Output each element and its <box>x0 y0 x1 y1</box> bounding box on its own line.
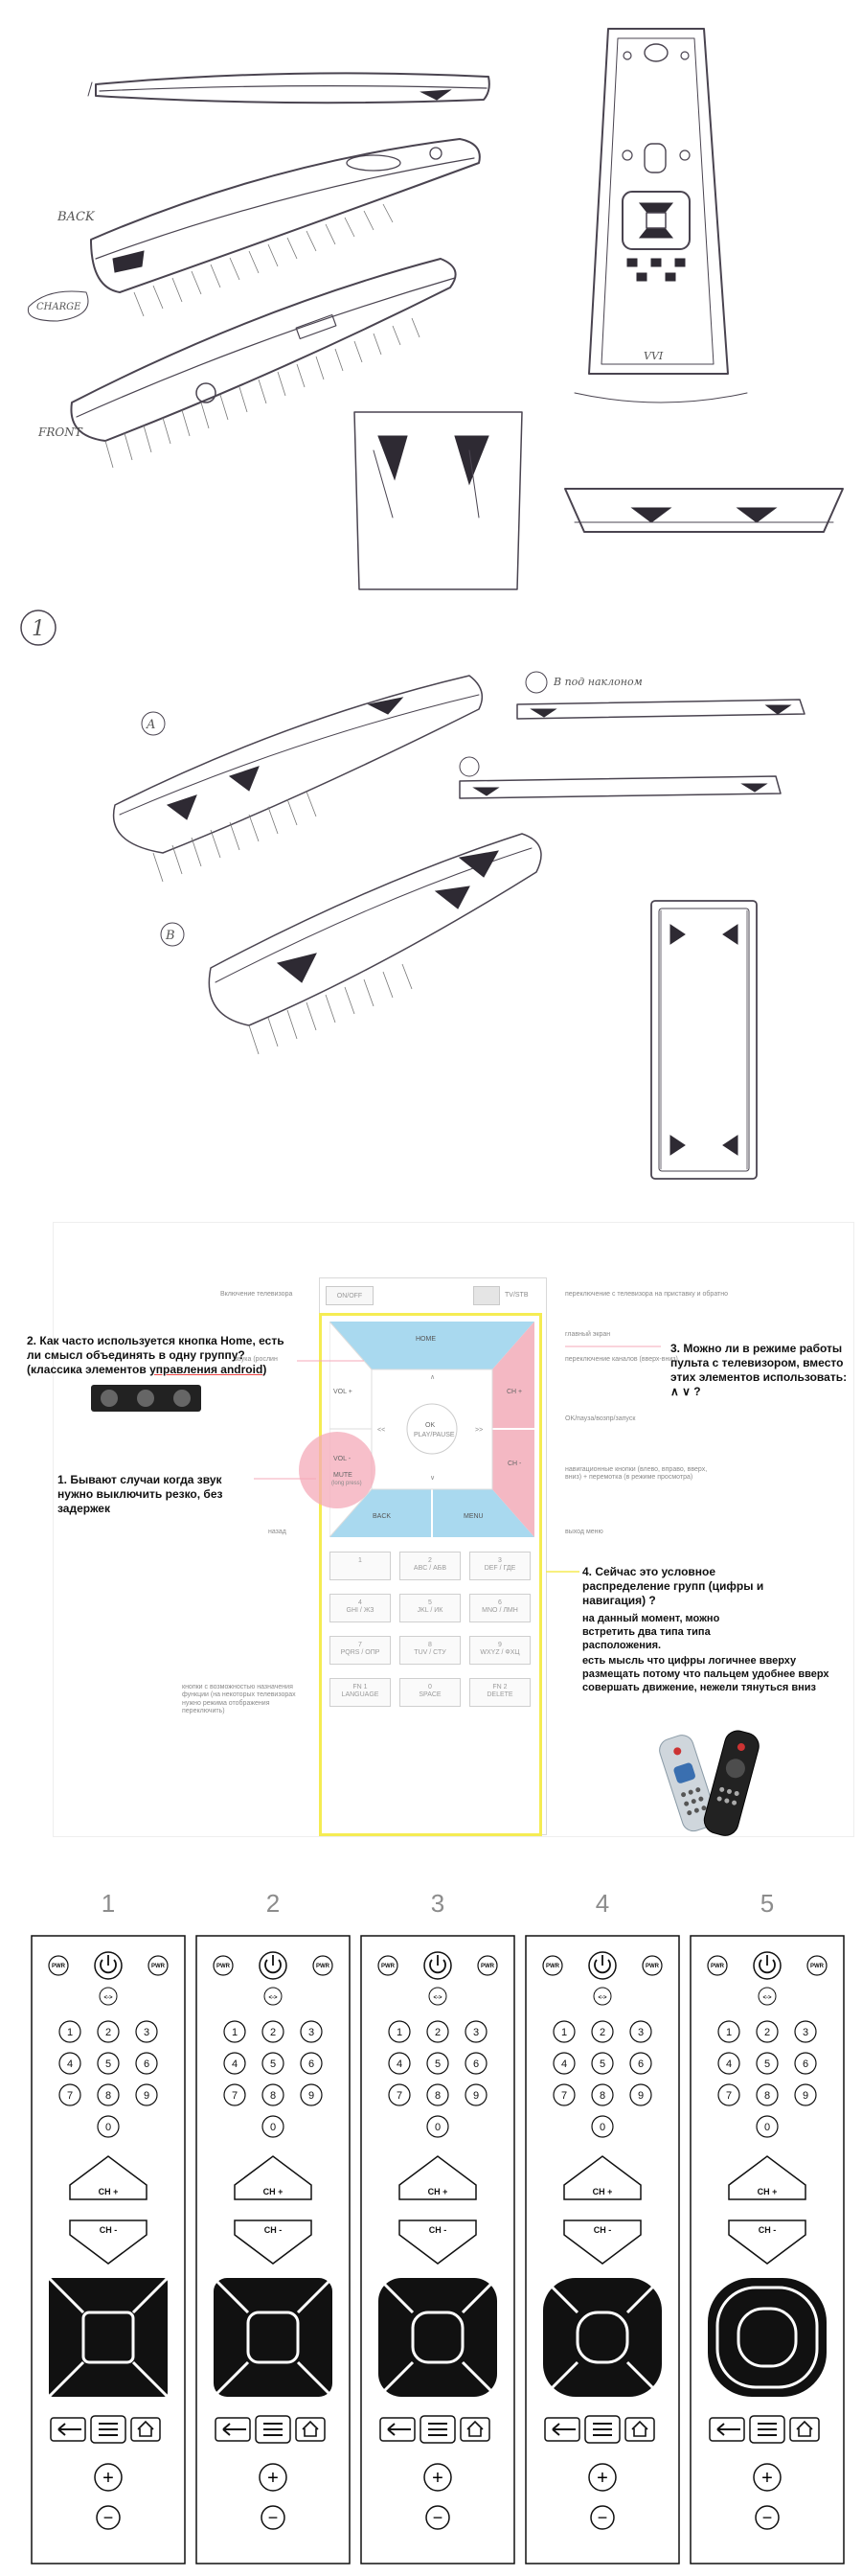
remote-front-end-sketch <box>565 489 843 532</box>
volume-plus-label: + <box>432 2468 443 2489</box>
digit-key-label[interactable]: 9 <box>637 2090 645 2102</box>
keypad-key-number: 8 <box>428 1642 432 1648</box>
digit-key-label[interactable]: 0 <box>434 2122 442 2133</box>
left-top-label: PWR <box>546 1964 559 1969</box>
digit-key-label[interactable]: 3 <box>802 2027 809 2038</box>
digit-key-label[interactable]: 5 <box>104 2058 112 2070</box>
variant-number: 5 <box>760 1889 775 1918</box>
digit-key-label[interactable]: 5 <box>763 2058 771 2070</box>
digit-key-label[interactable]: 8 <box>434 2090 442 2102</box>
digit-key-label[interactable]: 0 <box>599 2122 606 2133</box>
sketch-label-back: BACK <box>57 210 95 224</box>
remote-variant-4 <box>526 1889 679 2564</box>
keypad-key-letters: TUV / СТУ <box>414 1649 446 1657</box>
swap-label: <-> <box>598 1995 607 2001</box>
keypad-key-letters: LANGUAGE <box>341 1691 379 1699</box>
nav-left-button[interactable]: << <box>377 1427 386 1434</box>
volume-plus-label: + <box>102 2468 114 2489</box>
question-2-text: 2. Как часто используется кнопка Home, есть ли смысл объединять в одну группу? (классика элементов <box>27 1334 284 1376</box>
remote-side-view-sketch <box>88 73 489 103</box>
volume-minus-label: − <box>267 2508 279 2527</box>
sketch-label-front: FRONT <box>38 426 82 439</box>
variant-b-perspective-sketch <box>161 834 541 1054</box>
digit-key-label[interactable]: 3 <box>143 2027 150 2038</box>
remote-variants-drawing <box>0 1874 862 2576</box>
mute-sub-label: (long press) <box>331 1481 362 1486</box>
keypad-key-letters: PQRS / ОПР <box>340 1649 380 1657</box>
ch-minus-label: CH - <box>99 2225 118 2235</box>
keypad-key-number: 5 <box>428 1599 432 1606</box>
ch-plus-label: CH + <box>427 2187 448 2196</box>
digit-key-label[interactable]: 8 <box>763 2090 771 2102</box>
digit-key-label[interactable]: 9 <box>307 2090 315 2102</box>
digit-key-label[interactable]: 2 <box>104 2027 112 2038</box>
label-nav-buttons: навигационные кнопки (влево, вправо, вверх, вниз) + перемотка (в режиме просмотра) <box>565 1466 708 1482</box>
sketch-drawing-top <box>0 0 862 613</box>
ch-minus-button[interactable]: CH - <box>508 1460 522 1467</box>
variant-a-perspective-sketch <box>114 676 483 882</box>
volume-plus-label: + <box>761 2468 773 2489</box>
vol-minus-button[interactable]: VOL - <box>333 1456 352 1462</box>
volume-minus-label: − <box>432 2508 443 2527</box>
digit-key-label[interactable]: 7 <box>396 2090 403 2102</box>
digit-key-label[interactable]: 1 <box>231 2027 238 2038</box>
digit-key-label[interactable]: 7 <box>231 2090 238 2102</box>
variant-number: 3 <box>430 1889 445 1918</box>
left-top-label: PWR <box>52 1964 65 1969</box>
digit-key-label[interactable]: 0 <box>763 2122 771 2133</box>
keypad-key-letters: GHI / ЖЗ <box>346 1607 374 1615</box>
variant-a-label: A <box>147 718 156 732</box>
right-top-label: PWR <box>151 1964 165 1969</box>
variant-a-side-sketch <box>460 757 781 798</box>
right-top-label: PWR <box>646 1964 659 1969</box>
keypad-key-number: FN 2 <box>492 1684 508 1690</box>
volume-minus-label: − <box>761 2508 773 2527</box>
label-volume-note: звука (рослин <box>235 1356 278 1363</box>
black-remote <box>701 1728 761 1839</box>
nav-down-button[interactable]: ∨ <box>430 1475 436 1482</box>
swap-label: <-> <box>433 1995 442 2001</box>
tvstb-label: TV/STB <box>505 1292 529 1299</box>
ch-minus-label: CH - <box>758 2225 777 2235</box>
keypad-key-number: 1 <box>358 1557 362 1564</box>
keypad-key-number: 7 <box>358 1642 362 1648</box>
digit-key-label[interactable]: 1 <box>396 2027 403 2038</box>
remote-variants-section <box>0 1874 862 2576</box>
home-button[interactable]: HOME <box>416 1336 436 1343</box>
digit-key-label[interactable]: 3 <box>637 2027 645 2038</box>
sketch-sheet-variants <box>0 604 862 1188</box>
variant-number: 4 <box>595 1889 610 1918</box>
keypad-key-number: 9 <box>498 1642 502 1648</box>
digit-key-label[interactable]: 5 <box>269 2058 277 2070</box>
remote-variant-3 <box>361 1889 514 2564</box>
label-switch-tv-stb: переключение с телевизора на приставку и обратно <box>565 1291 729 1298</box>
volume-plus-label: + <box>597 2468 608 2489</box>
volume-minus-label: − <box>102 2508 114 2527</box>
onoff-button[interactable]: ON/OFF <box>326 1286 374 1305</box>
digit-key-label[interactable]: 9 <box>472 2090 480 2102</box>
vol-plus-button[interactable]: VOL + <box>333 1389 352 1395</box>
sketch-sheet-top <box>0 0 862 613</box>
digit-key-label[interactable]: 9 <box>802 2090 809 2102</box>
section-number: 1 <box>32 617 45 641</box>
ok-button[interactable]: OK <box>425 1422 436 1429</box>
right-top-label: PWR <box>481 1964 494 1969</box>
digit-key-label[interactable]: 6 <box>472 2058 480 2070</box>
variant-b-side-sketch <box>517 672 805 719</box>
ch-plus-label: CH + <box>262 2187 284 2196</box>
ch-minus-label: CH - <box>428 2225 447 2235</box>
digit-key-label[interactable]: 0 <box>269 2122 277 2133</box>
ch-plus-label: CH + <box>592 2187 613 2196</box>
swap-label: <-> <box>268 1995 278 2001</box>
left-top-label: PWR <box>216 1964 230 1969</box>
keypad-key-letters: WXYZ / ФХЦ <box>480 1649 520 1657</box>
ch-plus-label: CH + <box>757 2187 778 2196</box>
question-3-text: 3. Можно ли в режиме работы пульта с телевизором, вместо этих элементов использовать: <box>670 1342 848 1384</box>
digit-key-label[interactable]: 5 <box>434 2058 442 2070</box>
section-number-badge <box>21 610 56 645</box>
label-num-hint: кнопки с возможностью назначения функции (на некоторых телевизорах нужно режима отображения переключить) <box>182 1684 296 1715</box>
ch-minus-label: CH - <box>263 2225 283 2235</box>
keypad-key-letters: ABC / АБВ <box>413 1565 447 1573</box>
digit-key-label[interactable]: 8 <box>269 2090 277 2102</box>
ok-button[interactable] <box>578 2312 627 2362</box>
label-main-screen: главный экран <box>565 1331 611 1338</box>
label-power-on: Включение телевизора <box>220 1291 293 1298</box>
variant-number: 2 <box>265 1889 281 1918</box>
digit-key-label[interactable]: 6 <box>637 2058 645 2070</box>
variant-b-label: B <box>166 929 175 943</box>
wireframe-annotation-section <box>0 1212 862 1845</box>
remote-top-view-sketch <box>575 29 747 402</box>
volume-plus-label: + <box>267 2468 279 2489</box>
back-button[interactable]: BACK <box>373 1513 392 1520</box>
variant-b-note: B под наклоном <box>554 676 643 688</box>
digit-key-label[interactable]: 3 <box>307 2027 315 2038</box>
question-3-symbols: ∧ ∨ ? <box>670 1385 701 1398</box>
keypad-key-letters: MNO / ЛМН <box>482 1607 518 1615</box>
keypad-key-letters: DELETE <box>487 1691 513 1699</box>
mute-button[interactable]: MUTE <box>333 1472 352 1479</box>
label-channel-switch: переключение каналов (вверх-вниз) <box>565 1356 678 1363</box>
digit-key-label[interactable]: 9 <box>143 2090 150 2102</box>
digit-key-label[interactable]: 4 <box>66 2058 74 2070</box>
swap-label: <-> <box>762 1995 772 2001</box>
digit-key-label[interactable]: 3 <box>472 2027 480 2038</box>
digit-key-label[interactable]: 8 <box>599 2090 606 2102</box>
ch-plus-label: CH + <box>98 2187 119 2196</box>
digit-key-label[interactable]: 7 <box>560 2090 568 2102</box>
digit-key-label[interactable]: 7 <box>66 2090 74 2102</box>
swap-label: <-> <box>103 1995 113 2001</box>
menu-button[interactable]: MENU <box>464 1513 484 1520</box>
question-2-end: ) <box>262 1363 267 1376</box>
question-4: 4. Сейчас это условное распределение групп (цифры и навигация) ? <box>582 1565 764 1607</box>
digit-key-label[interactable]: 7 <box>725 2090 733 2102</box>
remote-variant-5 <box>691 1889 844 2564</box>
digit-key-label[interactable]: 2 <box>269 2027 277 2038</box>
ok-button[interactable] <box>738 2309 796 2366</box>
left-top-label: PWR <box>381 1964 395 1969</box>
keypad-key-letters: DEF / ГДЕ <box>484 1565 516 1573</box>
digit-key-label[interactable]: 6 <box>143 2058 150 2070</box>
digit-key-label[interactable]: 2 <box>599 2027 606 2038</box>
digit-key-label[interactable]: 2 <box>763 2027 771 2038</box>
ok-sub-label: PLAY/PAUSE <box>414 1432 455 1438</box>
digit-key-label[interactable]: 2 <box>434 2027 442 2038</box>
keypad-key-number: 6 <box>498 1599 502 1606</box>
digit-key-label[interactable]: 5 <box>599 2058 606 2070</box>
ch-minus-label: CH - <box>593 2225 612 2235</box>
remote-end-view-sketch <box>354 412 522 589</box>
remote-back-perspective-sketch <box>28 139 479 321</box>
digit-key-label[interactable]: 1 <box>725 2027 733 2038</box>
keypad-key-number: 4 <box>358 1599 362 1606</box>
question-2-highlight: управления android <box>149 1363 263 1376</box>
digit-key-label[interactable]: 1 <box>560 2027 568 2038</box>
keypad-key-number: 2 <box>428 1557 432 1564</box>
label-ok-pause: OK/пауза/возпр/запуск <box>565 1415 636 1422</box>
ok-button[interactable] <box>248 2312 298 2362</box>
digit-key-label[interactable]: 0 <box>104 2122 112 2133</box>
sketch-wordmark: VVI <box>644 350 664 362</box>
digit-key-label[interactable]: 6 <box>307 2058 315 2070</box>
remote-variant-2 <box>196 1889 350 2564</box>
question-4-para-1: на данный момент, можно встретить два типа типа расположения. <box>582 1613 720 1651</box>
keypad-key-number: 0 <box>428 1684 432 1690</box>
nav-right-button[interactable]: >> <box>475 1427 484 1434</box>
digit-key-label[interactable]: 1 <box>66 2027 74 2038</box>
nav-up-button[interactable]: ∧ <box>430 1374 436 1381</box>
sketch-drawing-variants <box>0 604 862 1188</box>
question-4-para-2: есть мысль что цифры логичнее вверху размещать потому что пальцем удобнее вверх совершать движение, нежели тянуться вниз <box>582 1655 829 1693</box>
right-top-label: PWR <box>316 1964 329 1969</box>
keypad-key-letters: JKL / ИК <box>417 1607 443 1615</box>
ok-button[interactable] <box>83 2312 133 2362</box>
digit-key-label[interactable]: 4 <box>560 2058 568 2070</box>
variant-number: 1 <box>101 1889 116 1918</box>
sketch-label-charge: CHARGE <box>36 302 81 312</box>
keypad-key-letters: SPACE <box>419 1691 442 1699</box>
remote-variant-1 <box>32 1889 185 2564</box>
right-top-label: PWR <box>810 1964 824 1969</box>
variant-top-view-sketch <box>651 901 757 1179</box>
digit-key-label[interactable]: 4 <box>396 2058 403 2070</box>
digit-key-label[interactable]: 8 <box>104 2090 112 2102</box>
question-1: 1. Бывают случаи когда звук нужно выключить резко, без задержек <box>57 1473 223 1515</box>
volume-minus-label: − <box>597 2508 608 2527</box>
label-back: назад <box>268 1529 286 1535</box>
digit-key-label[interactable]: 6 <box>802 2058 809 2070</box>
keypad-key-number: 3 <box>498 1557 502 1564</box>
digit-key-label[interactable]: 4 <box>725 2058 733 2070</box>
left-top-label: PWR <box>711 1964 724 1969</box>
ch-plus-button[interactable]: CH + <box>507 1389 523 1395</box>
keypad-key-number: FN 1 <box>352 1684 368 1690</box>
digit-key-label[interactable]: 4 <box>231 2058 238 2070</box>
reference-remotes-photo <box>651 1725 766 1840</box>
ok-button[interactable] <box>413 2312 463 2362</box>
label-exit-menu: выход меню <box>565 1529 603 1535</box>
